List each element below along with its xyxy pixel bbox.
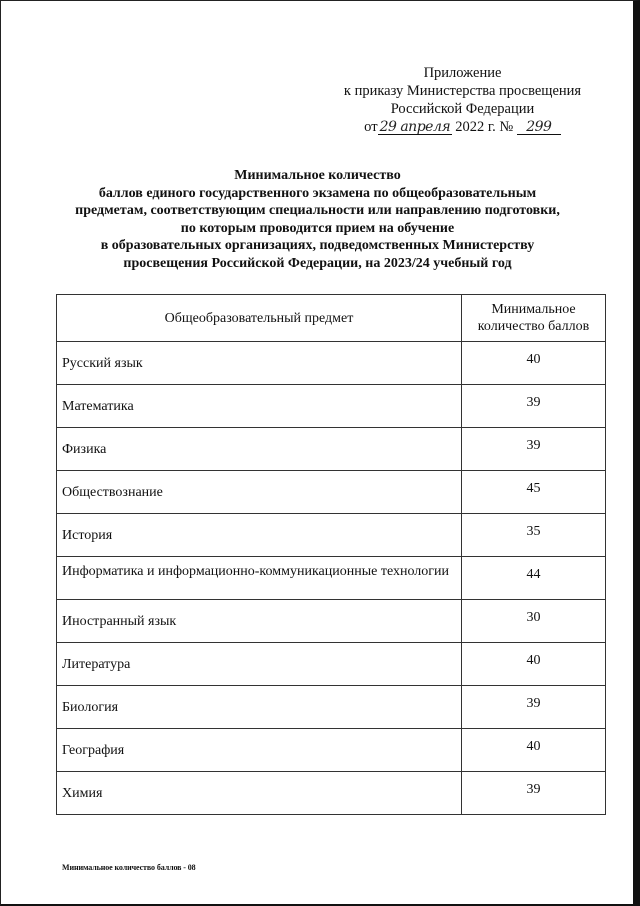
- title-line-4: по которым проводится прием на обучение: [180, 220, 455, 236]
- subject-cell: Иностранный язык: [57, 600, 462, 643]
- appendix-line-1: Приложение: [423, 65, 502, 81]
- table-header-row: [57, 295, 606, 342]
- subject-cell: Русский язык: [57, 342, 462, 385]
- subject-cell: Химия: [57, 772, 462, 815]
- subject-cell: Литература: [57, 643, 462, 686]
- title-line-6: просвещения Российской Федерации, на 2023/24 учебный год: [123, 255, 512, 271]
- header-subject: Общеобразовательный предмет: [57, 295, 462, 342]
- subject-cell: Биология: [57, 686, 462, 729]
- min-scores-table: [56, 294, 606, 815]
- title-line-1: Минимальное количество: [234, 168, 401, 183]
- year-number-label: 2022 г. №: [455, 119, 514, 135]
- table-row: [57, 600, 606, 643]
- header-min-score-line-1: Минимальное: [491, 302, 576, 317]
- table-row: [57, 471, 606, 514]
- appendix-line-3: Российской Федерации: [390, 101, 535, 117]
- score-cell: 35: [462, 514, 606, 557]
- score-cell: 39: [462, 686, 606, 729]
- table-row: [57, 514, 606, 557]
- table-row: [57, 729, 606, 772]
- subject-cell: История: [57, 514, 462, 557]
- score-cell: 39: [462, 772, 606, 815]
- score-cell: 44: [462, 557, 606, 600]
- table-row: [57, 428, 606, 471]
- title-line-5: в образовательных организациях, подведомственных Министерству: [100, 238, 535, 253]
- page-footer: Минимальное количество баллов - 08: [62, 863, 196, 872]
- order-date-line: [320, 118, 605, 136]
- score-cell: 30: [462, 600, 606, 643]
- score-cell: 39: [462, 385, 606, 428]
- title-line-3: предметам, соответствующим специальности или направлению подготовки,: [75, 203, 560, 218]
- table-row: [57, 772, 606, 815]
- table-row: [57, 686, 606, 729]
- table-row: [57, 385, 606, 428]
- table-row: [57, 557, 606, 600]
- handwritten-date: 29 апреля: [379, 119, 451, 135]
- title-line-2: баллов единого государственного экзамена по общеобразовательным: [98, 185, 537, 201]
- appendix-line-2: к приказу Министерства просвещения: [343, 83, 582, 99]
- table-row: [57, 342, 606, 385]
- subject-cell: География: [57, 729, 462, 772]
- subject-cell: Физика: [57, 428, 462, 471]
- header-min-score: [462, 295, 606, 342]
- handwritten-order-number: 299: [517, 120, 561, 135]
- appendix-block: [320, 64, 605, 136]
- score-cell: 45: [462, 471, 606, 514]
- table-row: [57, 643, 606, 686]
- score-cell: 40: [462, 643, 606, 686]
- score-cell: 40: [462, 342, 606, 385]
- subject-cell: Информатика и информационно-коммуникационные технологии: [57, 557, 462, 600]
- document-title: [50, 167, 585, 272]
- score-cell: 40: [462, 729, 606, 772]
- subject-cell: Обществознание: [57, 471, 462, 514]
- date-prefix: от: [364, 119, 378, 135]
- score-cell: 39: [462, 428, 606, 471]
- subject-cell: Математика: [57, 385, 462, 428]
- header-min-score-line-2: количество баллов: [477, 319, 590, 334]
